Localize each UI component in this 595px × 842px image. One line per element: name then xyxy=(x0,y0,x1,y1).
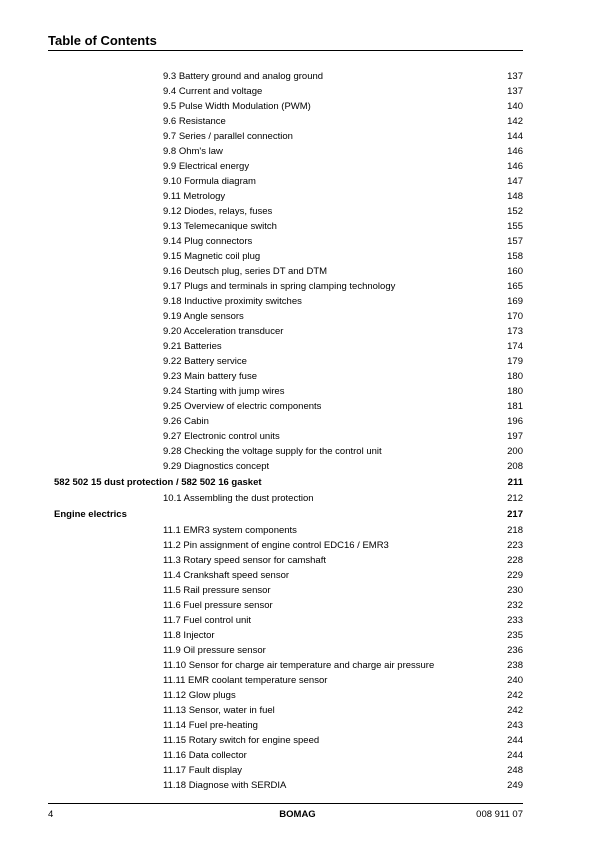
toc-entry-page: 218 xyxy=(507,525,523,536)
toc-entry[interactable] xyxy=(0,129,595,144)
toc-entry-title: 9.14 Plug connectors xyxy=(163,236,253,247)
toc-chapter-entry[interactable] xyxy=(0,474,595,491)
toc-entry-title: 11.10 Sensor for charge air temperature and charge air pressure xyxy=(163,660,435,671)
toc-entry-page: 140 xyxy=(507,101,523,112)
toc-entry-title: 11.17 Fault display xyxy=(163,765,243,776)
toc-entry-title: 9.24 Starting with jump wires xyxy=(163,386,285,397)
toc-entry-page: 208 xyxy=(507,461,523,472)
toc-entry-page: 146 xyxy=(507,161,523,172)
toc-entry[interactable] xyxy=(0,264,595,279)
toc-entry-title: 11.16 Data collector xyxy=(163,750,247,761)
toc-entry-title: 11.18 Diagnose with SERDIA xyxy=(163,780,287,791)
toc-entry-title: 9.12 Diodes, relays, fuses xyxy=(163,206,273,217)
toc-entry-page: 217 xyxy=(507,509,523,520)
toc-entry[interactable] xyxy=(0,294,595,309)
toc-entry-page: 211 xyxy=(507,477,523,488)
toc-entry[interactable] xyxy=(0,568,595,583)
toc-entry[interactable] xyxy=(0,174,595,189)
toc-entry-page: 181 xyxy=(507,401,523,412)
toc-entry[interactable] xyxy=(0,459,595,474)
toc-entry-title: 9.19 Angle sensors xyxy=(163,311,244,322)
toc-entry[interactable] xyxy=(0,538,595,553)
toc-entry-page: 169 xyxy=(507,296,523,307)
toc-entry[interactable] xyxy=(0,444,595,459)
toc-entry-page: 238 xyxy=(507,660,523,671)
toc-entry-title: 9.29 Diagnostics concept xyxy=(163,461,270,472)
toc-entry[interactable] xyxy=(0,144,595,159)
table-of-contents xyxy=(0,69,595,793)
toc-entry-title: 9.8 Ohm's law xyxy=(163,146,223,157)
toc-entry-title: 9.13 Telemecanique switch xyxy=(163,221,277,232)
toc-entry-title: 11.9 Oil pressure sensor xyxy=(163,645,266,656)
toc-entry-page: 249 xyxy=(507,780,523,791)
toc-entry-page: 200 xyxy=(507,446,523,457)
toc-entry-title: 11.14 Fuel pre-heating xyxy=(163,720,258,731)
toc-entry[interactable] xyxy=(0,309,595,324)
toc-entry-page: 230 xyxy=(507,585,523,596)
toc-entry-title: 9.26 Cabin xyxy=(163,416,209,427)
toc-entry-page: 244 xyxy=(507,735,523,746)
toc-entry[interactable] xyxy=(0,523,595,538)
toc-entry-page: 144 xyxy=(507,131,523,142)
toc-entry-page: 148 xyxy=(507,191,523,202)
toc-entry-title: Engine electrics xyxy=(54,509,127,520)
toc-entry-title: 9.15 Magnetic coil plug xyxy=(163,251,261,262)
toc-entry-page: 157 xyxy=(507,236,523,247)
toc-entry[interactable] xyxy=(0,491,595,506)
toc-entry-title: 9.21 Batteries xyxy=(163,341,222,352)
toc-entry[interactable] xyxy=(0,583,595,598)
toc-entry[interactable] xyxy=(0,429,595,444)
toc-entry-page: 223 xyxy=(507,540,523,551)
toc-entry-title: 9.25 Overview of electric components xyxy=(163,401,322,412)
toc-entry[interactable] xyxy=(0,114,595,129)
toc-entry-page: 174 xyxy=(507,341,523,352)
toc-entry-page: 248 xyxy=(507,765,523,776)
toc-entry-page: 146 xyxy=(507,146,523,157)
toc-entry[interactable] xyxy=(0,598,595,613)
toc-entry[interactable] xyxy=(0,763,595,778)
toc-entry-title: 10.1 Assembling the dust protection xyxy=(163,493,314,504)
toc-entry-title: 9.18 Inductive proximity switches xyxy=(163,296,302,307)
toc-chapter-entry[interactable] xyxy=(0,506,595,523)
toc-entry[interactable] xyxy=(0,733,595,748)
toc-entry-title: 11.13 Sensor, water in fuel xyxy=(163,705,275,716)
toc-entry[interactable] xyxy=(0,324,595,339)
toc-entry-title: 9.16 Deutsch plug, series DT and DTM xyxy=(163,266,328,277)
toc-entry[interactable] xyxy=(0,628,595,643)
toc-entry-title: 9.7 Series / parallel connection xyxy=(163,131,293,142)
toc-entry-title: 9.17 Plugs and terminals in spring clamping technology xyxy=(163,281,396,292)
toc-entry[interactable] xyxy=(0,249,595,264)
footer-page-number: 4 xyxy=(48,809,54,820)
toc-entry-title: 11.5 Rail pressure sensor xyxy=(163,585,271,596)
toc-entry[interactable] xyxy=(0,718,595,733)
toc-entry[interactable] xyxy=(0,384,595,399)
toc-entry-page: 137 xyxy=(507,71,523,82)
footer-brand: BOMAG xyxy=(279,809,316,820)
toc-entry[interactable] xyxy=(0,369,595,384)
toc-entry-page: 180 xyxy=(507,386,523,397)
toc-entry-title: 11.8 Injector xyxy=(163,630,215,641)
toc-entry[interactable] xyxy=(0,354,595,369)
toc-entry[interactable] xyxy=(0,643,595,658)
toc-entry[interactable] xyxy=(0,658,595,673)
toc-entry-title: 11.6 Fuel pressure sensor xyxy=(163,600,273,611)
toc-entry[interactable] xyxy=(0,339,595,354)
toc-entry-page: 228 xyxy=(507,555,523,566)
toc-entry-title: 9.23 Main battery fuse xyxy=(163,371,257,382)
toc-entry[interactable] xyxy=(0,748,595,763)
toc-entry-page: 197 xyxy=(507,431,523,442)
toc-entry-title: 9.10 Formula diagram xyxy=(163,176,256,187)
toc-entry[interactable] xyxy=(0,553,595,568)
toc-entry[interactable] xyxy=(0,99,595,114)
toc-entry-page: 243 xyxy=(507,720,523,731)
toc-entry-page: 165 xyxy=(507,281,523,292)
toc-entry-title: 11.3 Rotary speed sensor for camshaft xyxy=(163,555,326,566)
toc-entry[interactable] xyxy=(0,159,595,174)
toc-entry-page: 242 xyxy=(507,690,523,701)
toc-entry-title: 11.12 Glow plugs xyxy=(163,690,236,701)
toc-entry[interactable] xyxy=(0,414,595,429)
toc-entry-page: 236 xyxy=(507,645,523,656)
toc-entry-title: 11.1 EMR3 system components xyxy=(163,525,297,536)
toc-entry-title: 9.5 Pulse Width Modulation (PWM) xyxy=(163,101,311,112)
toc-entry-title: 11.4 Crankshaft speed sensor xyxy=(163,570,290,581)
toc-entry-title: 9.11 Metrology xyxy=(163,191,226,202)
toc-entry-title: 582 502 15 dust protection / 582 502 16 gasket xyxy=(54,477,262,488)
toc-entry[interactable] xyxy=(0,703,595,718)
toc-entry[interactable] xyxy=(0,219,595,234)
toc-entry-page: 212 xyxy=(507,493,523,504)
toc-entry[interactable] xyxy=(0,84,595,99)
toc-entry[interactable] xyxy=(0,234,595,249)
toc-entry-page: 147 xyxy=(507,176,523,187)
toc-entry-title: 9.27 Electronic control units xyxy=(163,431,280,442)
toc-entry-title: 9.9 Electrical energy xyxy=(163,161,250,172)
toc-entry-page: 229 xyxy=(507,570,523,581)
toc-entry-page: 242 xyxy=(507,705,523,716)
toc-entry-page: 152 xyxy=(507,206,523,217)
toc-entry[interactable] xyxy=(0,399,595,414)
toc-entry-title: 11.11 EMR coolant temperature sensor xyxy=(163,675,328,686)
page-title: Table of Contents xyxy=(48,33,157,48)
toc-entry-page: 170 xyxy=(507,311,523,322)
toc-entry-page: 235 xyxy=(507,630,523,641)
toc-entry[interactable] xyxy=(0,673,595,688)
toc-entry-title: 9.20 Acceleration transducer xyxy=(163,326,284,337)
toc-entry-page: 158 xyxy=(507,251,523,262)
toc-entry[interactable] xyxy=(0,778,595,793)
toc-entry[interactable] xyxy=(0,279,595,294)
toc-entry-page: 244 xyxy=(507,750,523,761)
toc-entry-title: 9.22 Battery service xyxy=(163,356,247,367)
toc-entry-page: 233 xyxy=(507,615,523,626)
toc-entry-title: 9.28 Checking the voltage supply for the control unit xyxy=(163,446,382,457)
toc-entry-page: 160 xyxy=(507,266,523,277)
toc-entry-page: 155 xyxy=(507,221,523,232)
toc-entry[interactable] xyxy=(0,69,595,84)
toc-entry-page: 180 xyxy=(507,371,523,382)
toc-entry[interactable] xyxy=(0,613,595,628)
footer-divider xyxy=(48,803,523,804)
toc-entry-title: 11.15 Rotary switch for engine speed xyxy=(163,735,320,746)
header-divider xyxy=(48,50,523,51)
toc-entry-title: 11.2 Pin assignment of engine control EDC16 / EMR3 xyxy=(163,540,389,551)
toc-entry-page: 240 xyxy=(507,675,523,686)
toc-entry-title: 9.4 Current and voltage xyxy=(163,86,263,97)
toc-entry-page: 137 xyxy=(507,86,523,97)
toc-entry-title: 11.7 Fuel control unit xyxy=(163,615,252,626)
toc-entry[interactable] xyxy=(0,688,595,703)
toc-entry-page: 232 xyxy=(507,600,523,611)
toc-entry-title: 9.3 Battery ground and analog ground xyxy=(163,71,324,82)
footer-doc-number: 008 911 07 xyxy=(476,809,523,820)
toc-entry[interactable] xyxy=(0,204,595,219)
toc-entry[interactable] xyxy=(0,189,595,204)
toc-entry-page: 179 xyxy=(507,356,523,367)
toc-entry-page: 173 xyxy=(507,326,523,337)
toc-entry-page: 196 xyxy=(507,416,523,427)
toc-entry-title: 9.6 Resistance xyxy=(163,116,226,127)
toc-entry-page: 142 xyxy=(507,116,523,127)
